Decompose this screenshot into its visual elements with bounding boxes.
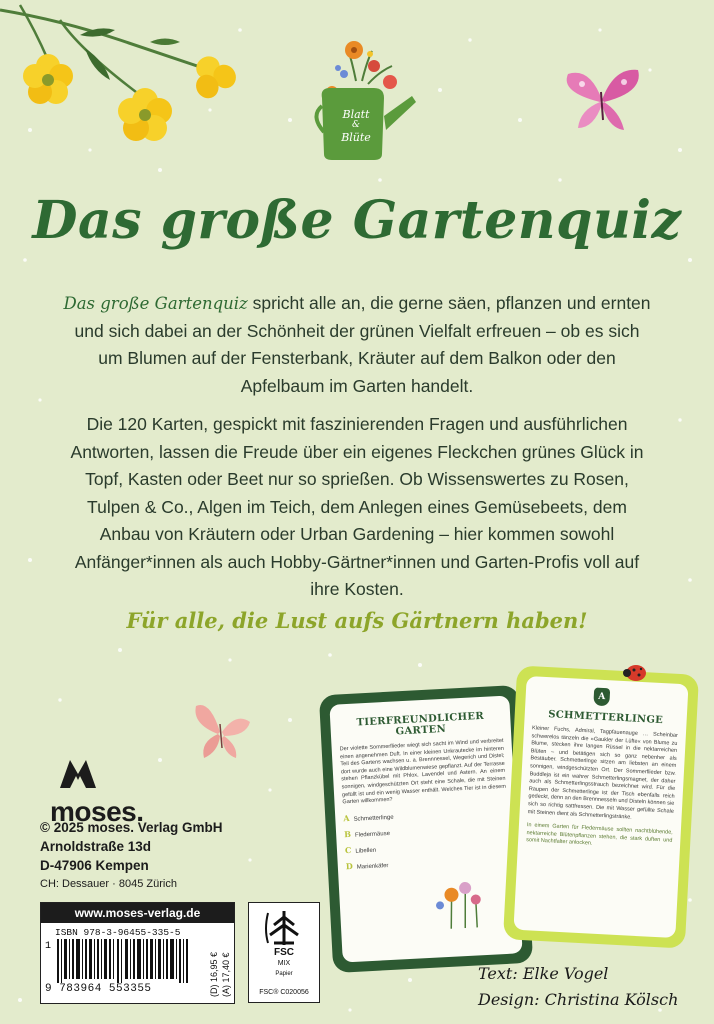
isbn-digits: 9 783964 553355	[45, 983, 152, 995]
small-butterfly-illustration	[188, 698, 254, 762]
option-d: D Marienkäfer	[345, 860, 389, 871]
logo-text-blatt: Blatt	[342, 108, 370, 121]
credit-design-author: Design: Christina Kölsch	[478, 990, 679, 1009]
quiz-answer-card	[503, 665, 699, 948]
intro-text: spricht alle an, die gerne säen, pflanzen und ernten und sich dabei an der Schönheit der grünen Vielfalt erfreuen – ob es sich um Blumen auf der Fensterbank, Kräuter auf dem Balkon oder den Apfelbaum im Garten handelt.	[74, 293, 651, 396]
price-at: (A) 17,40 €	[221, 952, 231, 997]
isbn-barcode-box	[40, 902, 235, 1004]
barcode-icon	[55, 939, 203, 983]
fsc-code: FSC® C020056	[259, 989, 309, 996]
price-block	[207, 935, 233, 999]
ladybug-illustration	[622, 662, 648, 682]
credit-text-author: Text: Elke Vogel	[478, 964, 609, 983]
question-card-text: Der violette Sommerflieder wiegt sich sacht im Wind und verbreitet einen angenehmen Duft. In einer kleinen Unkrautecke im hinteren Teil des Gartens wachsen u. a. Brennnessel, Wegerich und Distel; dort wurde auch eine Wildblumenwiese gepflanzt. Auf der Terrasse stehen Pflanzkübel mit Phlox, Lavendel und Astern. An einem sonnigen, windgeschützten Ort steht eine Schale, die mit Steinen gefüllt ist und ein wenig Wasser enthält. Welches Tier ist in diesem Garten willkommen?	[339, 737, 507, 806]
logo-text-bluete: Blüte	[341, 131, 371, 144]
question-card-title: TIERFREUNDLICHER GARTEN	[356, 710, 485, 738]
swiss-distributor: CH: Dessauer · 8045 Zürich	[40, 878, 177, 890]
answer-card-text: Kleiner Fuchs, Admiral, Tagpfauenauge … Scheinbar schwerelos tänzeln die »Gaukler der Lüfte« von Blume zu Blume, stecken ihre langen Rüssel in die nektarreichen Blüten – und betätigen sich so ganz nebenher als Bestäuber. Schmetterlinge sitzen am liebsten an einem sonnigen, windgeschützten Ort. Der Sommerflieder bzw. Buddleja ist ein wahrer Schmetterlingsmagnet, der daher auch als Schmetterlingsstrauch bezeichnet wird. Für die Raupen der Schmetterlinge ist der Tisch ebenfalls reich gedeckt, denn an den Brennnesseln und Disteln können sie sich so richtig sattfressen. Die mit Wasser gefüllte Schale mit Steinen dient als Schmetterlingstränke.	[527, 725, 678, 821]
answer-card-title: SCHMETTERLINGE	[547, 709, 664, 727]
pink-butterfly-illustration	[560, 62, 644, 138]
fsc-mix: MIX	[277, 960, 291, 967]
option-c: C Libellen	[344, 844, 377, 856]
card-flowers-illustration	[428, 867, 491, 930]
website-link[interactable]: www.moses-verlag.de	[41, 903, 234, 923]
price-de: (D) 16,95 €	[209, 951, 219, 997]
tagline: Für alle, die Lust aufs Gärtnern haben!	[126, 608, 588, 633]
blatt-bluete-logo	[312, 36, 422, 166]
publisher-name: moses.	[50, 796, 144, 827]
answer-card-note: In einem Garten für Fledermäuse sollten nachtblühende, nektarreiche Blütenpflanzen stehen, die stark duften und somit Nachtfalter anlocken.	[525, 822, 673, 847]
moses-logo-icon	[58, 756, 98, 790]
fsc-label	[248, 902, 320, 1003]
quiz-question-card	[319, 685, 533, 973]
intro-paragraph	[62, 290, 652, 400]
isbn-lead-digit: 1	[45, 941, 52, 952]
buttercup-flowers-illustration	[0, 0, 250, 160]
logo-text-amp: &	[351, 120, 360, 130]
option-b: B Fledermäuse	[343, 828, 391, 840]
intro-highlight: Das große Gartenquiz	[63, 294, 248, 313]
fsc-tree-icon	[260, 909, 308, 947]
watering-can-icon	[312, 36, 422, 166]
publisher-imprint	[40, 818, 223, 894]
copyright-line: © 2025 moses. Verlag GmbH	[40, 820, 223, 835]
fsc-title: FSC	[274, 947, 294, 958]
credits	[478, 961, 678, 1013]
address-street: Arnoldstraße 13d	[40, 839, 152, 854]
fsc-paper: Papier	[275, 971, 293, 977]
page-title: Das große Gartenquiz	[32, 190, 682, 251]
answer-badge: A	[593, 687, 610, 706]
option-a: A Schmetterlinge	[343, 812, 394, 824]
isbn-label: ISBN 978-3-96455-335-5	[55, 927, 181, 938]
address-city: D-47906 Kempen	[40, 858, 149, 873]
description-paragraph: Die 120 Karten, gespickt mit faszinierenden Fragen und ausführlichen Antworten, lassen die Freude über ein eigenes Fleckchen grünes Glück in Topf, Kasten oder Beet nur so sprießen. Ob Wissenswertes zu Rosen, Tulpen & Co., Algen im Teich, dem Anlegen eines Gemüsebeets, dem Anbau von Kräutern oder Urban Gardening – hier kommen sowohl Anfänger*innen als auch Hobby-Gärtner*innen und Garten-Profis voll auf ihre Kosten.	[70, 414, 644, 599]
